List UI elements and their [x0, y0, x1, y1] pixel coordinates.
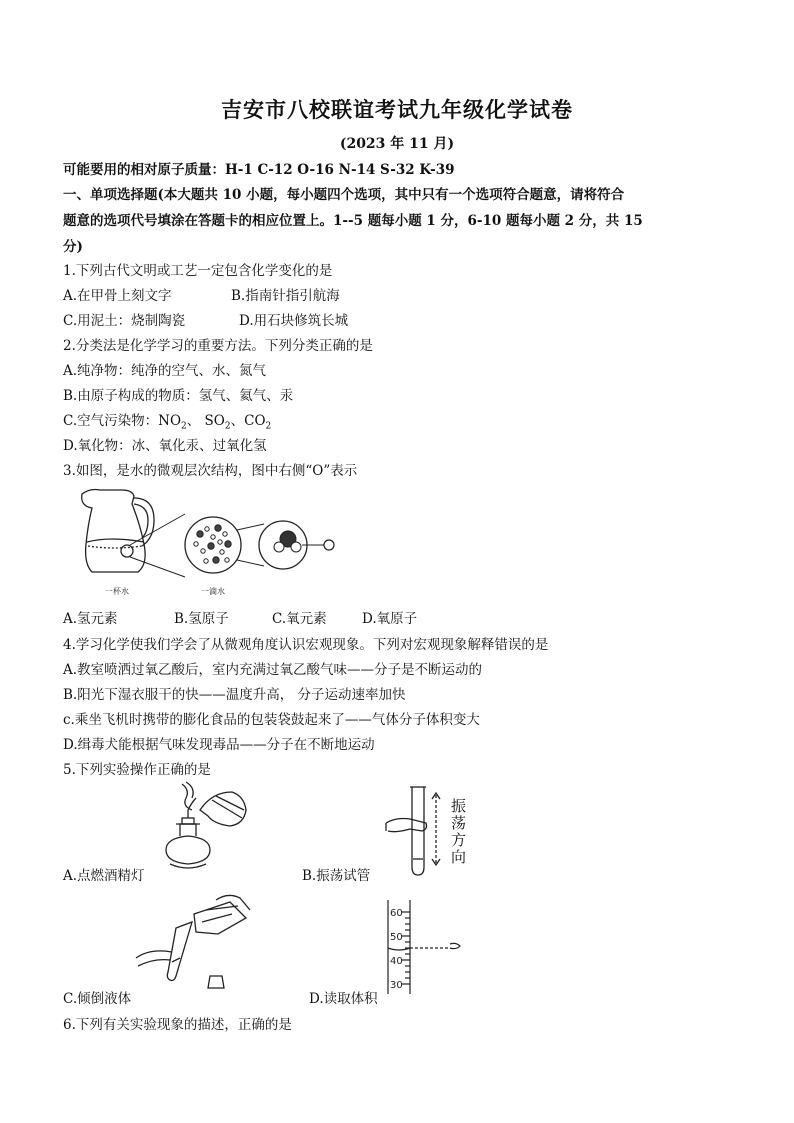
atomic-masses: 可能要用的相对原子质量：H-1 C-12 O-16 N-14 S-32 K-39 — [63, 162, 455, 178]
q4-option-a: A.教室喷洒过氧乙酸后，室内充满过氧乙酸气味——分子是不断运动的 — [63, 662, 483, 678]
q5-option-d: D.读取体积 — [309, 991, 378, 1007]
pitcher-icon — [82, 490, 154, 573]
q5-option-b: B.振荡试管 — [302, 868, 371, 884]
q2-option-d: D.氧化物：冰、氧化汞、过氧化氢 — [63, 438, 267, 454]
q5-option-c: C.倾倒液体 — [63, 991, 132, 1007]
q5-stem: 5.下列实验操作正确的是 — [63, 762, 211, 778]
water-structure-figure — [70, 484, 350, 599]
section1-heading-line2: 题意的选项代号填涂在答题卡的相应位置上。1--5 题每小题 1 分，6-10 题每小题 2 分，共 15 — [63, 213, 643, 229]
q1-option-a: A.在甲骨上刻文字 — [63, 288, 172, 304]
fig-label-drop: 一滴水 — [201, 587, 225, 596]
tick-40: 40 — [390, 956, 403, 967]
q3-option-a: A.氢元素 — [63, 611, 118, 627]
tick-30: 30 — [390, 980, 403, 991]
q6-stem: 6.下列有关实验现象的描述，正确的是 — [63, 1017, 292, 1033]
q2-option-a: A.纯净物：纯净的空气、水、氮气 — [63, 363, 267, 379]
q3-option-d: D.氧原子 — [362, 611, 418, 627]
molecule-circle — [259, 521, 307, 569]
q4-option-b: B.阳光下湿衣服干的快——温度升高， 分子运动速率加快 — [63, 687, 406, 703]
section1-heading-line1: 一、单项选择题(本大题共 10 小题，每小题四个选项，其中只有一个选项符合题意，请将符合 — [63, 187, 625, 203]
fig-label-cup: 一杯水 — [105, 587, 129, 596]
q2-option-b: B.由原子构成的物质：氢气、氦气、汞 — [63, 388, 294, 404]
tick-50: 50 — [390, 932, 403, 943]
q1-stem: 1.下列古代文明或工艺一定包含化学变化的是 — [63, 263, 333, 279]
pour-liquid-figure — [132, 892, 260, 998]
q3-option-c: C.氧元素 — [272, 611, 327, 627]
q1-option-b: B.指南针指引航海 — [231, 288, 340, 304]
exam-date: (2023 年 11 月) — [339, 136, 455, 152]
q2-stem: 2.分类法是化学学习的重要方法。下列分类正确的是 — [63, 338, 373, 354]
graduated-cylinder-figure — [386, 896, 466, 996]
alcohol-lamp-figure — [152, 780, 264, 878]
q3-option-b: B.氢原子 — [174, 611, 229, 627]
q1-option-d: D.用石块修筑长城 — [239, 313, 349, 329]
tick-60: 60 — [390, 908, 403, 919]
q4-option-d: D.缉毒犬能根据气味发现毒品——分子在不断地运动 — [63, 737, 375, 753]
q4-stem: 4.学习化学使我们学会了从微观角度认识宏观现象。下列对宏观现象解释错误的是 — [63, 637, 549, 653]
q2-option-c: C.空气污染物：$NO_2$、 $SO_2$、$CO_2$ — [63, 413, 272, 432]
drop-circle — [185, 517, 241, 573]
q3-stem: 3.如图，是水的微观层次结构，图中右侧“O”表示 — [63, 463, 358, 479]
q4-option-c: c.乘坐飞机时携带的膨化食品的包装袋鼓起来了——气体分子体积变大 — [63, 712, 480, 728]
q5-option-a: A.点燃酒精灯 — [63, 868, 145, 884]
atom-circle — [324, 540, 334, 550]
exam-title: 吉安市八校联谊考试九年级化学试卷 — [221, 97, 573, 122]
section1-heading-line3: 分) — [63, 239, 83, 255]
q1-option-c: C.用泥土：烧制陶瓷 — [63, 313, 186, 329]
shake-direction-label: 振 荡 方 向 — [451, 797, 467, 866]
